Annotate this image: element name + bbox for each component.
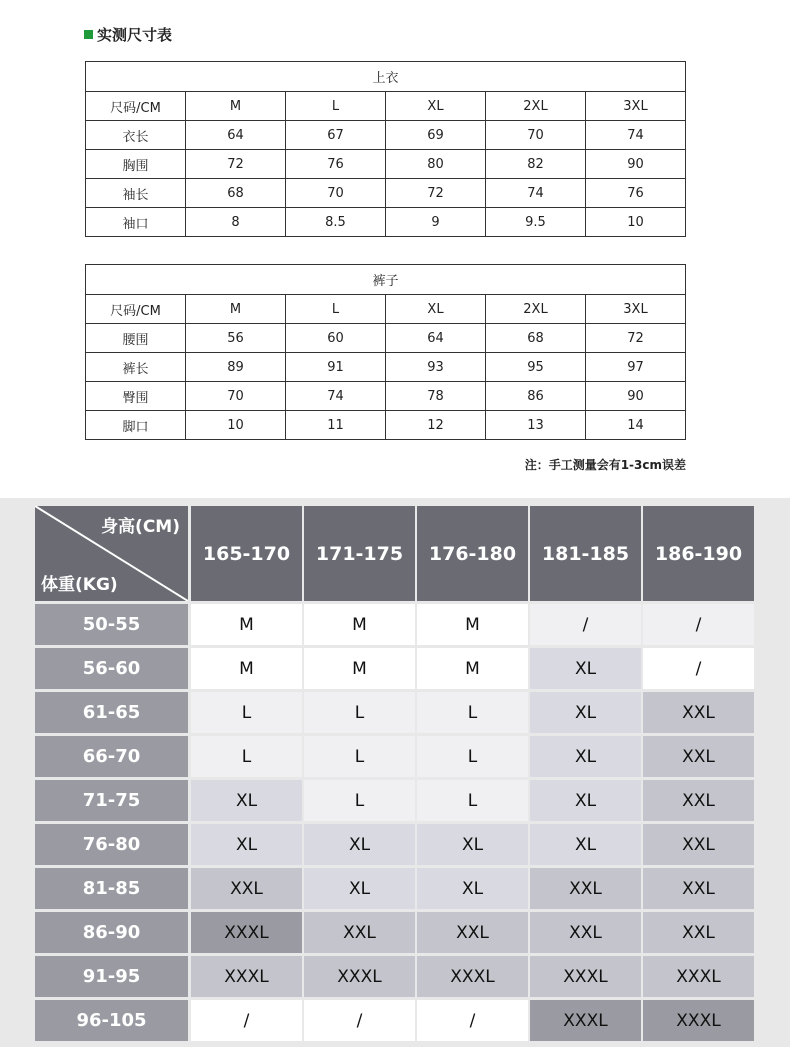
size-cell: XXL — [191, 868, 302, 909]
tops-measurement-table — [85, 61, 686, 237]
size-cell: L — [417, 692, 528, 733]
size-cell: XL — [417, 868, 528, 909]
weight-range-label: 81-85 — [35, 868, 188, 909]
table-cell: 13 — [486, 411, 586, 440]
header-cell: XL — [386, 92, 486, 121]
table-cell: 82 — [486, 150, 586, 179]
size-cell: M — [417, 604, 528, 645]
size-cell: XXXL — [530, 1000, 641, 1041]
table-cell: 72 — [386, 179, 486, 208]
header-cell: M — [186, 295, 286, 324]
size-recommendation-chart — [35, 506, 755, 1047]
table-cell: 12 — [386, 411, 486, 440]
height-range-header: 186-190 — [643, 506, 754, 601]
size-cell: XXL — [643, 692, 754, 733]
size-cell: XXXL — [643, 956, 754, 997]
header-cell: 2XL — [486, 295, 586, 324]
table-cell: 70 — [286, 179, 386, 208]
table-cell: 70 — [486, 121, 586, 150]
table-cell: 72 — [186, 150, 286, 179]
size-cell: M — [191, 648, 302, 689]
table-title: 裤子 — [86, 265, 686, 295]
row-label: 脚口 — [86, 411, 186, 440]
table-cell: 97 — [586, 353, 686, 382]
weight-range-label: 96-105 — [35, 1000, 188, 1041]
size-cell: XL — [191, 780, 302, 821]
weight-range-label: 91-95 — [35, 956, 188, 997]
table-row — [86, 411, 686, 440]
size-cell: XXL — [530, 912, 641, 953]
weight-range-label: 61-65 — [35, 692, 188, 733]
size-cell: L — [304, 736, 415, 777]
table-cell: 67 — [286, 121, 386, 150]
page-heading — [84, 24, 172, 45]
height-axis-label: 身高(CM) — [101, 517, 180, 537]
size-cell: L — [191, 736, 302, 777]
size-cell: XL — [530, 736, 641, 777]
header-cell: M — [186, 92, 286, 121]
header-cell: 2XL — [486, 92, 586, 121]
size-cell: L — [191, 692, 302, 733]
header-cell: L — [286, 295, 386, 324]
weight-range-label: 50-55 — [35, 604, 188, 645]
table-cell: 10 — [186, 411, 286, 440]
header-cell: 3XL — [586, 92, 686, 121]
size-cell: XL — [304, 824, 415, 865]
table-cell: 95 — [486, 353, 586, 382]
table-cell: 72 — [586, 324, 686, 353]
size-cell: XXL — [643, 780, 754, 821]
size-cell: XXXL — [643, 1000, 754, 1041]
table-row — [86, 121, 686, 150]
table-cell: 80 — [386, 150, 486, 179]
table-cell: 91 — [286, 353, 386, 382]
table-cell: 64 — [386, 324, 486, 353]
weight-range-label: 56-60 — [35, 648, 188, 689]
table-title: 上衣 — [86, 62, 686, 92]
weight-range-label: 66-70 — [35, 736, 188, 777]
size-cell: / — [530, 604, 641, 645]
table-cell: 11 — [286, 411, 386, 440]
corner-header — [35, 506, 188, 601]
size-cell: / — [191, 1000, 302, 1041]
size-cell: XL — [530, 648, 641, 689]
height-range-header: 181-185 — [530, 506, 641, 601]
table-cell: 93 — [386, 353, 486, 382]
table-cell: 78 — [386, 382, 486, 411]
size-cell: XL — [304, 868, 415, 909]
size-cell: XXL — [304, 912, 415, 953]
table-header-row — [86, 92, 686, 121]
size-cell: L — [417, 780, 528, 821]
size-cell: XL — [417, 824, 528, 865]
table-row — [86, 208, 686, 237]
size-cell: XL — [530, 780, 641, 821]
size-cell: M — [304, 648, 415, 689]
table-cell: 89 — [186, 353, 286, 382]
size-cell: / — [643, 604, 754, 645]
header-cell: 尺码/CM — [86, 295, 186, 324]
row-label: 袖长 — [86, 179, 186, 208]
table-cell: 90 — [586, 382, 686, 411]
size-cell: XXXL — [191, 912, 302, 953]
header-cell: XL — [386, 295, 486, 324]
size-cell: / — [304, 1000, 415, 1041]
green-square-icon — [84, 30, 93, 39]
table-cell: 90 — [586, 150, 686, 179]
row-label: 衣长 — [86, 121, 186, 150]
size-cell: XXL — [417, 912, 528, 953]
table-row — [86, 382, 686, 411]
table-cell: 74 — [486, 179, 586, 208]
size-cell: XXL — [643, 868, 754, 909]
size-cell: M — [191, 604, 302, 645]
heading-text: 实测尺寸表 — [97, 26, 173, 44]
table-cell: 69 — [386, 121, 486, 150]
size-cell: L — [304, 692, 415, 733]
size-cell: XL — [191, 824, 302, 865]
table-row — [86, 179, 686, 208]
size-cell: XXL — [530, 868, 641, 909]
size-cell: L — [304, 780, 415, 821]
header-cell: L — [286, 92, 386, 121]
size-cell: M — [417, 648, 528, 689]
table-cell: 76 — [286, 150, 386, 179]
size-cell: XXL — [643, 824, 754, 865]
size-cell: XXXL — [530, 956, 641, 997]
table-row — [86, 324, 686, 353]
size-cell: / — [643, 648, 754, 689]
table-cell: 68 — [186, 179, 286, 208]
size-cell: L — [417, 736, 528, 777]
size-cell: XXXL — [304, 956, 415, 997]
table-cell: 10 — [586, 208, 686, 237]
table-cell: 86 — [486, 382, 586, 411]
row-label: 胸围 — [86, 150, 186, 179]
measurement-note: 注：手工测量会有1-3cm误差 — [524, 458, 686, 472]
size-cell: XXXL — [191, 956, 302, 997]
weight-axis-label: 体重(KG) — [41, 575, 118, 595]
weight-range-label: 76-80 — [35, 824, 188, 865]
table-cell: 68 — [486, 324, 586, 353]
table-cell: 8.5 — [286, 208, 386, 237]
height-range-header: 176-180 — [417, 506, 528, 601]
weight-range-label: 71-75 — [35, 780, 188, 821]
table-row — [86, 150, 686, 179]
size-cell: M — [304, 604, 415, 645]
table-cell: 56 — [186, 324, 286, 353]
size-cell: XXXL — [417, 956, 528, 997]
pants-measurement-table — [85, 264, 686, 440]
size-cell: XL — [530, 824, 641, 865]
size-cell: XL — [530, 692, 641, 733]
weight-range-label: 86-90 — [35, 912, 188, 953]
table-cell: 76 — [586, 179, 686, 208]
row-label: 腰围 — [86, 324, 186, 353]
table-cell: 9 — [386, 208, 486, 237]
table-cell: 8 — [186, 208, 286, 237]
row-label: 裤长 — [86, 353, 186, 382]
size-cell: XXL — [643, 912, 754, 953]
table-cell: 74 — [286, 382, 386, 411]
table-cell: 14 — [586, 411, 686, 440]
header-cell: 3XL — [586, 295, 686, 324]
row-label: 臀围 — [86, 382, 186, 411]
table-cell: 60 — [286, 324, 386, 353]
header-cell: 尺码/CM — [86, 92, 186, 121]
table-row — [86, 353, 686, 382]
row-label: 袖口 — [86, 208, 186, 237]
table-cell: 70 — [186, 382, 286, 411]
table-cell: 64 — [186, 121, 286, 150]
table-cell: 9.5 — [486, 208, 586, 237]
size-cell: / — [417, 1000, 528, 1041]
height-range-header: 171-175 — [304, 506, 415, 601]
table-header-row — [86, 295, 686, 324]
height-range-header: 165-170 — [191, 506, 302, 601]
size-cell: XXL — [643, 736, 754, 777]
table-cell: 74 — [586, 121, 686, 150]
